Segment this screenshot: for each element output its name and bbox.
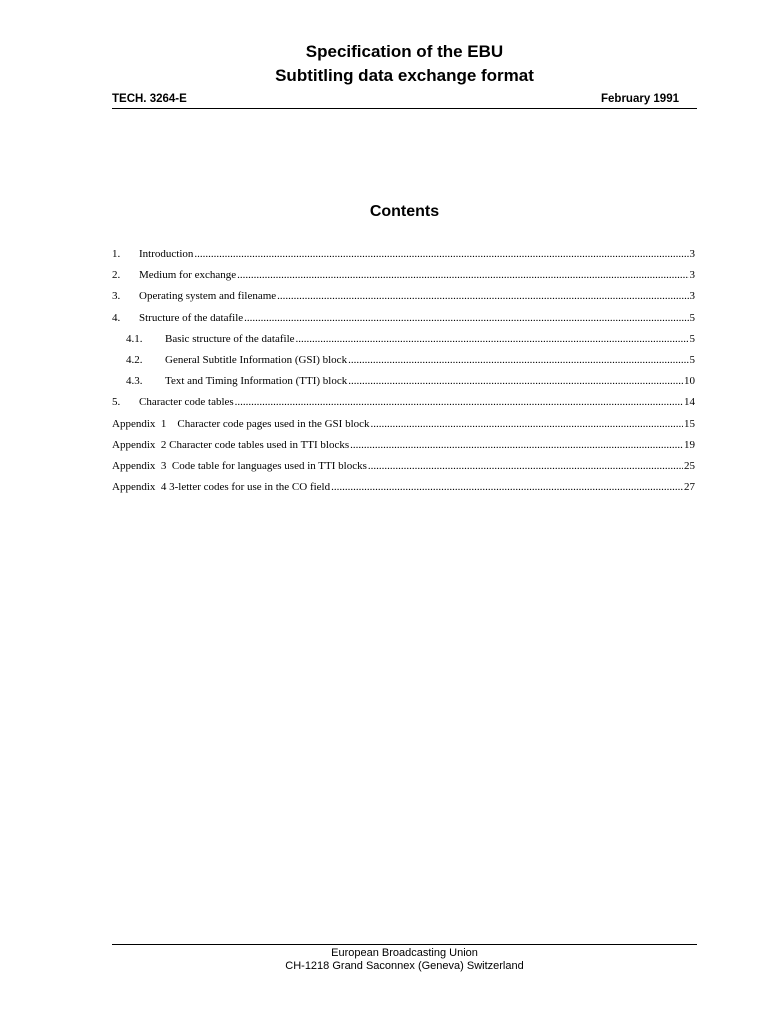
document-number: TECH. 3264-E [112,93,187,105]
toc-subentry[interactable] [112,354,695,375]
toc-entry[interactable] [112,290,695,311]
toc-entry-title: Appendix 4 3-letter codes for use in the CO field [112,481,331,494]
toc-entry-title: Basic structure of the datafile [165,332,295,345]
toc-entry[interactable] [112,396,695,417]
header-meta [112,93,679,105]
document-title [112,40,697,88]
toc-leader-dots [194,248,688,260]
toc-entry-page: 15 [684,417,695,430]
toc-entry-page: 25 [684,459,695,472]
toc-entry-title: Structure of the datafile [139,311,244,324]
toc-entry-number: 3. [112,290,121,303]
footer-divider [112,944,697,945]
toc-entry-page: 5 [689,353,695,366]
toc-entry-page: 5 [689,332,695,345]
toc-entry-page: 3 [689,248,695,260]
toc-entry[interactable] [112,248,695,269]
toc-entry-number: 4.1. [126,332,143,345]
toc-leader-dots [331,481,683,493]
toc-appendix-entry[interactable] [112,418,695,439]
toc-subentry[interactable] [112,375,695,396]
toc-entry-page: 5 [689,311,695,324]
toc-entry-page: 3 [689,269,695,282]
toc-leader-dots [348,375,683,387]
toc-leader-dots [371,418,683,430]
toc-entry-title: Medium for exchange [139,269,237,282]
toc-leader-dots [296,333,689,345]
toc-entry-number: 4.2. [126,353,143,366]
toc-appendix-entry[interactable] [112,481,695,502]
toc-entry-title: Character code tables [139,396,234,409]
toc-appendix-entry[interactable] [112,439,695,460]
toc-subentry[interactable] [112,333,695,354]
toc-entry-title: Operating system and filename [139,290,277,303]
toc-entry[interactable] [112,269,695,290]
toc-entry-title: Introduction [139,248,194,260]
toc-entry[interactable] [112,312,695,333]
toc-entry-number: 5. [112,396,121,409]
toc-entry-title: General Subtitle Information (GSI) block [165,353,348,366]
toc-entry-title: Text and Timing Information (TTI) block [165,375,348,388]
toc-leader-dots [244,312,688,324]
toc-appendix-entry[interactable] [112,460,695,481]
document-date: February 1991 [601,93,679,105]
toc-entry-page: 27 [684,481,695,494]
footer-organization: European Broadcasting Union [331,947,478,959]
toc-entry-page: 10 [684,375,695,388]
toc-entry-number: 4.3. [126,375,143,388]
contents-heading: Contents [369,203,440,220]
toc-leader-dots [368,460,683,472]
toc-leader-dots [235,396,683,408]
toc-entry-page: 19 [684,438,695,451]
toc-entry-number: 2. [112,269,121,282]
toc-leader-dots [277,290,688,302]
footer-address: CH-1218 Grand Saconnex (Geneva) Switzerland [285,960,524,972]
toc-leader-dots [237,269,688,281]
table-of-contents [112,248,695,502]
toc-entry-number: 4. [112,311,121,324]
toc-entry-page: 14 [684,396,695,409]
toc-entry-title: Appendix 3 Code table for languages used in TTI blocks [112,459,367,472]
toc-leader-dots [348,354,688,366]
toc-entry-title: Appendix 2 Character code tables used in TTI blocks [112,438,350,451]
toc-entry-page: 3 [689,290,695,303]
toc-entry-number: 1. [112,248,121,260]
footer [112,947,697,973]
title-line-1: Specification of the EBU [305,42,504,61]
toc-entry-title: Appendix 1 Character code pages used in the GSI block [112,417,370,430]
title-line-2: Subtitling data exchange format [275,66,534,85]
header-divider [112,108,697,109]
toc-leader-dots [350,439,683,451]
